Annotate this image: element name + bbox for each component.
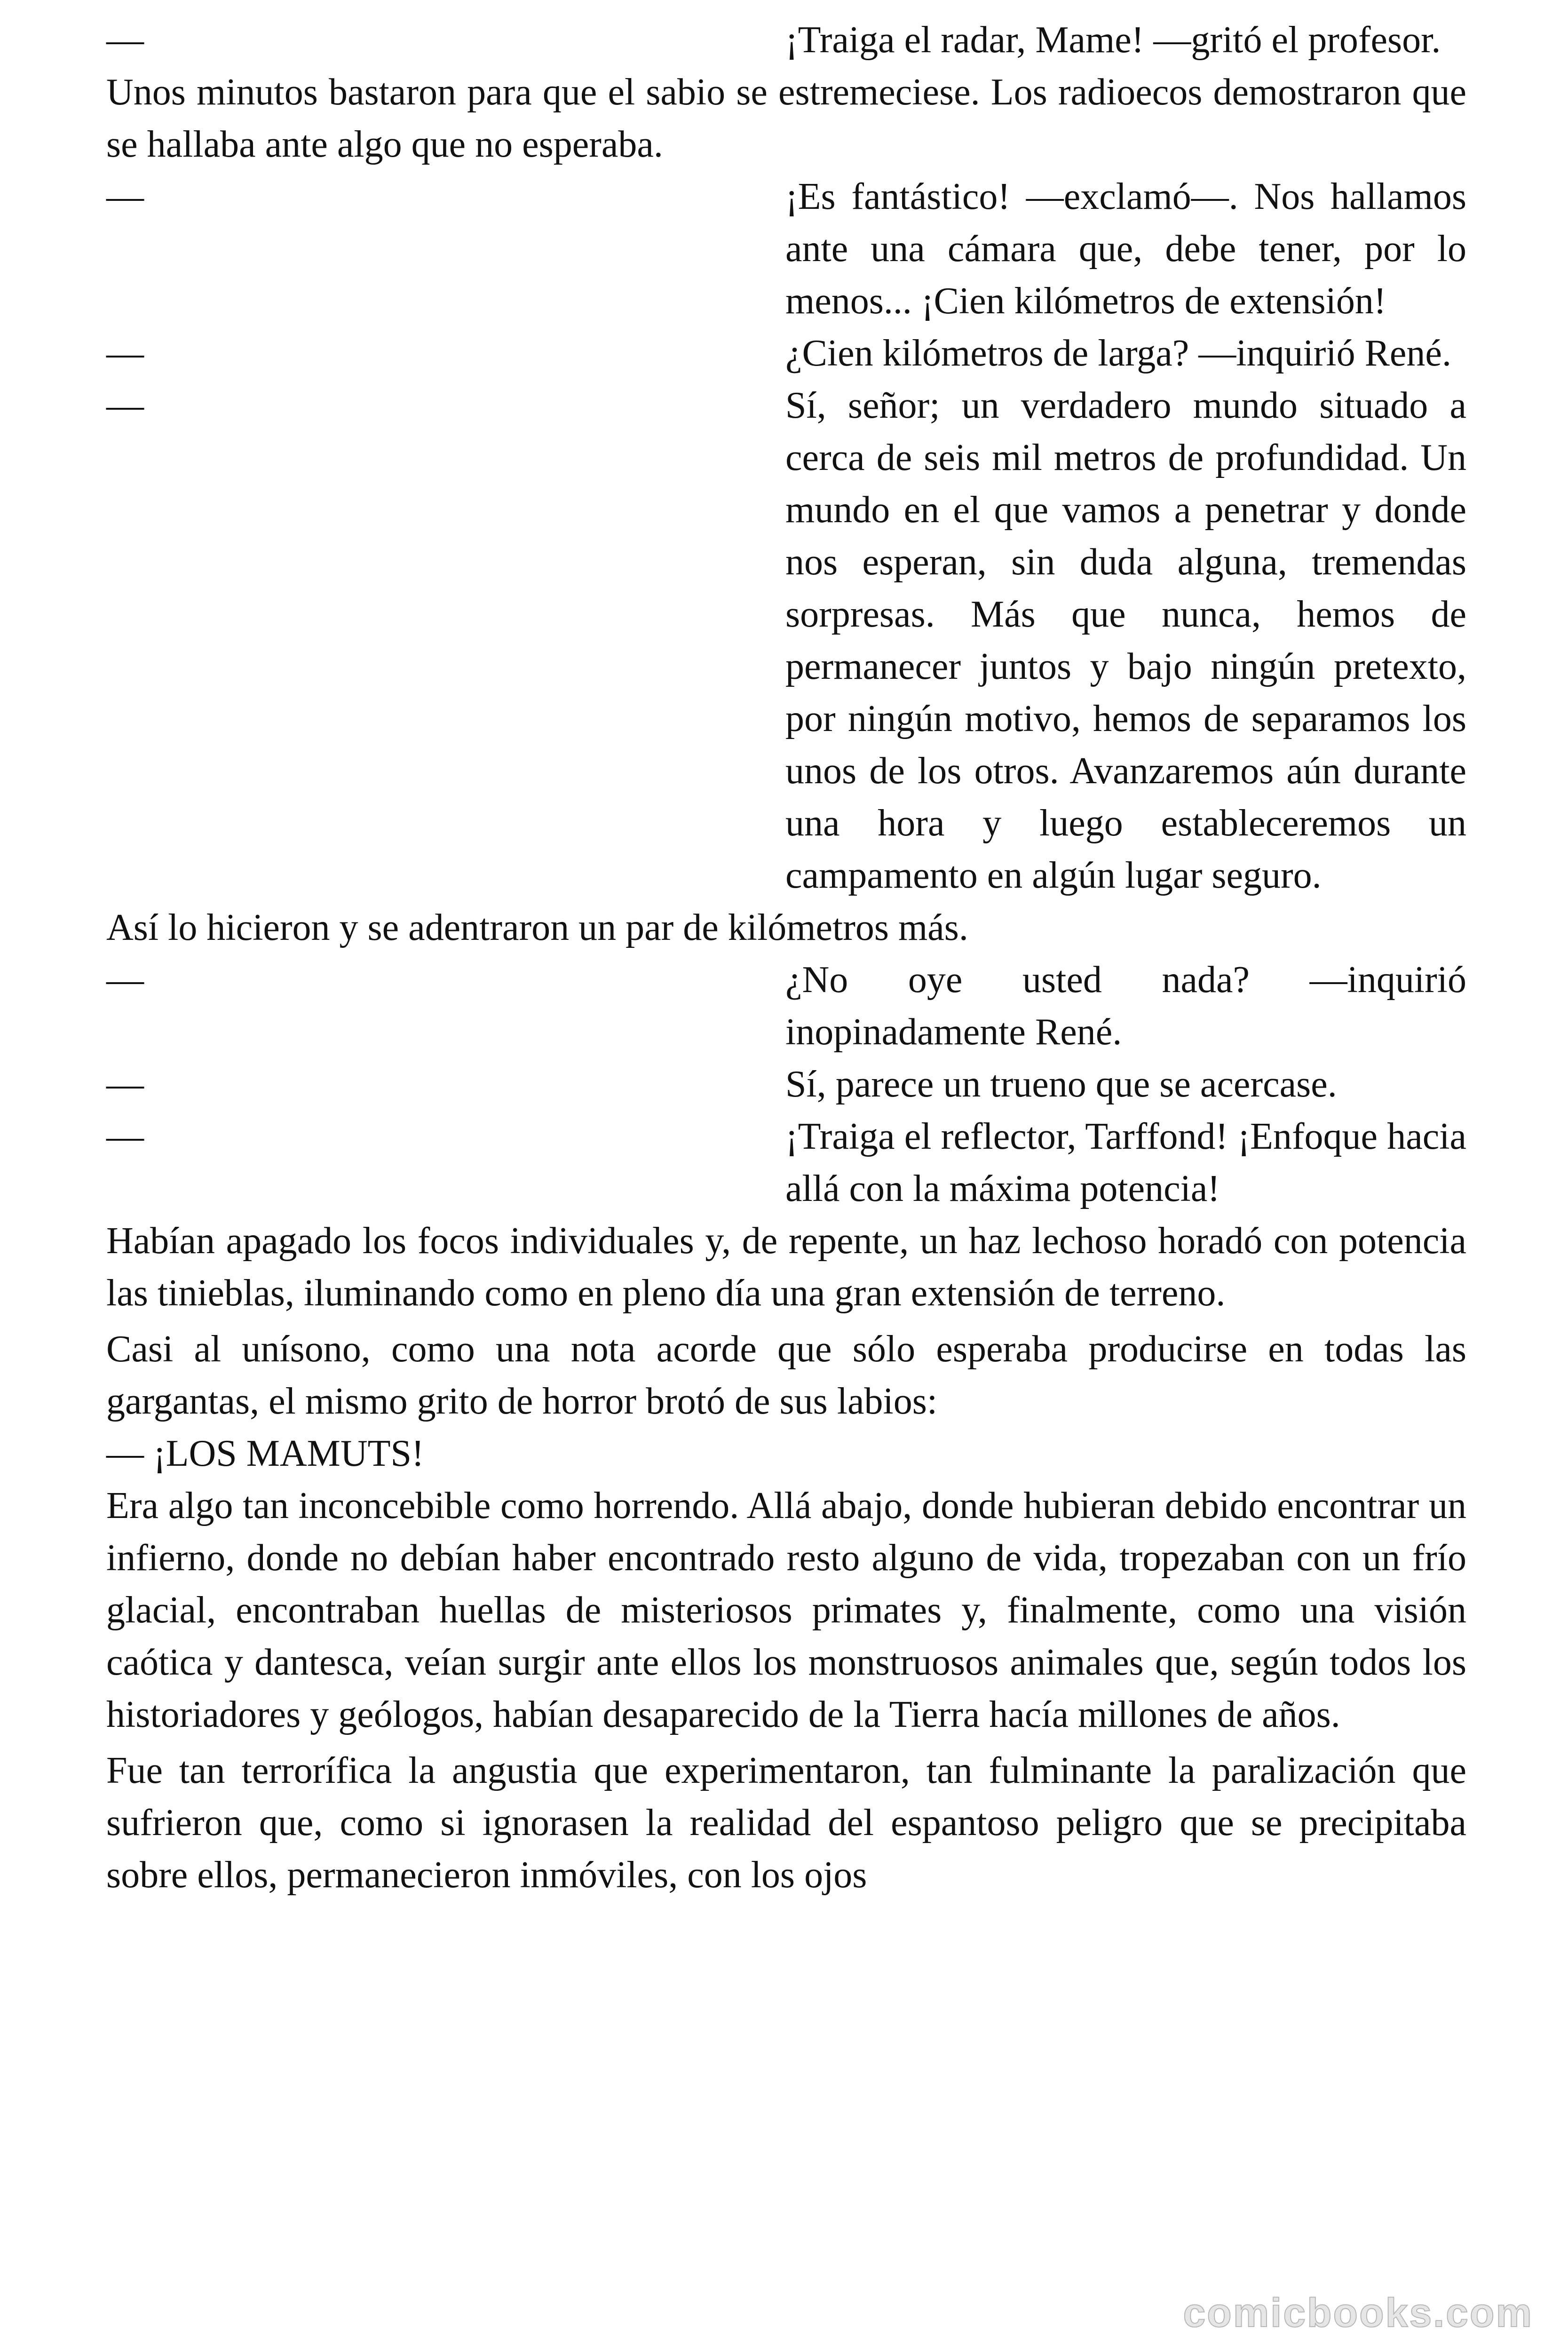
dialogue-dash: — xyxy=(106,19,144,61)
text-column xyxy=(106,14,1466,1901)
dialogue-dash: — xyxy=(106,333,144,374)
dialogue-text: Sí, parece un trueno que se acercase. xyxy=(785,1064,1337,1105)
exclamation-line: — ¡LOS MAMUTS! xyxy=(106,1433,424,1474)
dialogue-block xyxy=(106,327,1466,380)
paragraph: Casi al unísono, como una nota acorde que sólo esperaba producirse en todas las gargantas, el mismo grito de horror brotó de sus labios: xyxy=(106,1328,1466,1422)
paragraph: Unos minutos bastaron para que el sabio se estremeciese. Los radioecos demostraron que se hallaba ante algo que no esperaba. xyxy=(106,72,1466,165)
dialogue-text: Sí, señor; un verdadero mundo situado a cerca de seis mil metros de profundidad. Un mundo en el que vamos a penetrar y donde nos esperan, sin duda alguna, tremendas sorpresas. Más que nunca, hemos de permanecer juntos y bajo ningún pretexto, por ningún motivo, hemos de separamos los unos de los otros. Avanzaremos aún durante una hora y luego estableceremos un campamento en algún lugar seguro. xyxy=(785,385,1466,896)
dialogue-dash: — xyxy=(106,959,144,1001)
dialogue-block xyxy=(106,1111,1466,1215)
dialogue-dash: — xyxy=(106,1064,144,1105)
dialogue-text: ¡Traiga el reflector, Tarffond! ¡Enfoque hacia allá con la máxima potencia! xyxy=(785,1116,1466,1209)
watermark-logo: comicbooks.com xyxy=(1183,2290,1533,2336)
dialogue-dash: — xyxy=(106,176,144,217)
dialogue-block xyxy=(106,954,1466,1058)
dialogue-text: ¿Cien kilómetros de larga? —inquirió René. xyxy=(785,333,1451,374)
paragraph: Era algo tan inconcebible como horrendo. Allá abajo, donde hubieran debido encontrar un infierno, donde no debían haber encontrado resto alguno de vida, tropezaban con un frío glacial, encontraban huellas de misteriosos primates y, finalmente, como una visión caótica y dantesca, veían surgir ante ellos los monstruosos animales que, según todos los historiadores y geólogos, habían desaparecido de la Tierra hacía millones de años. xyxy=(106,1485,1466,1735)
dialogue-block xyxy=(106,171,1466,327)
dialogue-block xyxy=(106,380,1466,902)
dialogue-dash: — xyxy=(106,1116,144,1157)
dialogue-block xyxy=(106,14,1466,66)
dialogue-dash: — xyxy=(106,385,144,426)
paragraph: Fue tan terrorífica la angustia que experimentaron, tan fulminante la paralización que sufrieron que, como si ignorasen la realidad del espantoso peligro que se precipitaba sobre ellos, permanecieron inmóviles, con los ojos xyxy=(106,1750,1466,1896)
dialogue-text: ¡Es fantástico! —exclamó—. Nos hallamos ante una cámara que, debe tener, por lo menos... ¡Cien kilómetros de extensión! xyxy=(785,176,1466,322)
dialogue-block xyxy=(106,1058,1466,1111)
paragraph: Habían apagado los focos individuales y, de repente, un haz lechoso horadó con potencia las tinieblas, iluminando como en pleno día una gran extensión de terreno. xyxy=(106,1220,1466,1314)
paragraph: Así lo hicieron y se adentraron un par de kilómetros más. xyxy=(106,907,968,948)
dialogue-text: ¿No oye usted nada? —inquirió inopinadamente René. xyxy=(785,959,1466,1053)
dialogue-text: ¡Traiga el radar, Mame! —gritó el profesor. xyxy=(785,19,1441,61)
